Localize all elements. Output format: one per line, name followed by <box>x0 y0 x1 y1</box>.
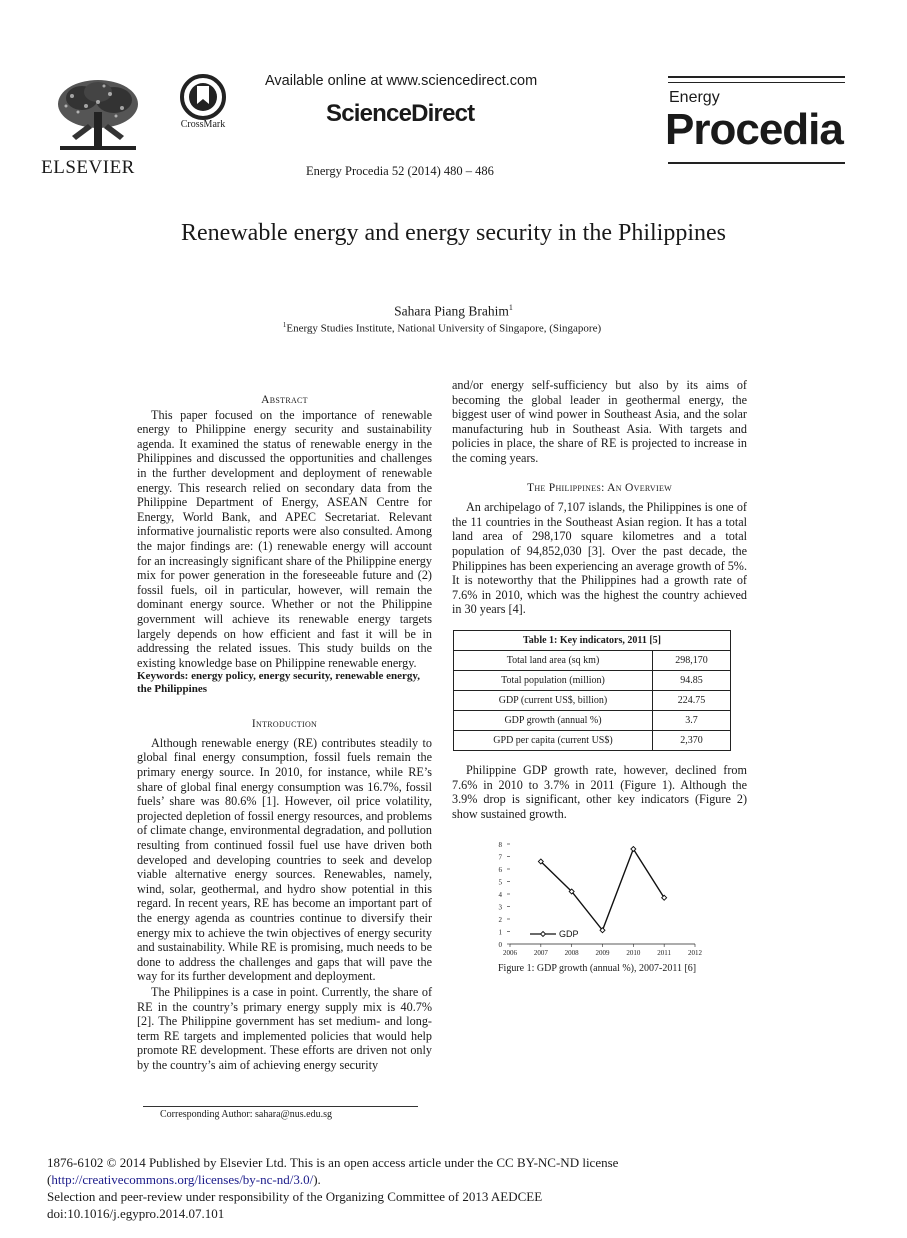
footer-license-line: 1876-6102 © 2014 Published by Elsevier Ltd. This is an open access article under the CC BY-NC-ND license <box>47 1155 619 1170</box>
footnote-rule <box>143 1106 418 1107</box>
overview-paragraph-2: Philippine GDP growth rate, however, declined from 7.6% in 2010 to 3.7% in 2011 (Figure 1). Although the 3.9% drop is significant, other key indicators (Figure 2) show sustained growth. <box>452 763 747 821</box>
y-tick-label: 1 <box>498 928 502 937</box>
abstract-text: This paper focused on the importance of renewable energy to Philippine energy security and sustainability agenda. It examined the status of renewable energy in the Philippines and discussed the opportunities and challenges in the further development and deployment of renewable energy. This research relied on secondary data from the Philippine Department of Energy, ASEAN Centre for Energy, World Bank, and APEC Secretariat. Relevant informative journalistic reports were also consulted. Among the major findings are: (1) renewable energy will account for an increasingly significant share of the Philippine energy mix for power generation in the foreseeable future and (2) fossil fuels, oil in particular, however, will remain the dominant energy source. Whether or not the Philippine government will achieve its renewable energy targets largely depends on how efficient and fast it will be in addressing the related issues. This study builds on the existing knowledge base on Philippine renewable energy. <box>137 407 432 670</box>
introduction-paragraph-2-continued: and/or energy self-sufficiency but also by its aims of becoming the global leader in geothermal energy, the biggest user of wind power in Southeast Asia, and the solar manufacturing hub in Southeast Asia. With targets and policies in place, the share of RE is projected to increase in the coming years. <box>452 378 747 465</box>
figure-1-caption: Figure 1: GDP growth (annual %), 2007-2011 [6] <box>498 963 697 974</box>
gdp-growth-chart <box>490 836 710 962</box>
footer-paren-close: ). <box>313 1172 321 1187</box>
journal-logo-rule-top-thin <box>668 82 845 83</box>
journal-logo-rule-top <box>668 76 845 78</box>
table-row <box>454 671 731 691</box>
license-link[interactable]: http://creativecommons.org/licenses/by-nc-nd/3.0/ <box>51 1172 314 1187</box>
journal-name-big: Procedia <box>665 105 843 154</box>
y-tick-label: 3 <box>498 903 502 912</box>
right-column-bottom <box>452 763 747 821</box>
author-affiliation <box>0 321 884 335</box>
y-tick-label: 0 <box>498 941 502 949</box>
table-cell-value: 94.85 <box>653 671 731 691</box>
affiliation-text: Energy Studies Institute, National University of Singapore, (Singapore) <box>286 322 602 335</box>
table-row <box>454 731 731 751</box>
elsevier-tree-logo <box>52 76 144 156</box>
table-row <box>454 711 731 731</box>
introduction-heading: Introduction <box>251 718 318 731</box>
introduction-paragraph-1: Although renewable energy (RE) contributes steadily to global final energy consumption, fossil fuels remain the primary energy source. In 2010, for instance, while RE’s share of global final energy consumption was 16.7%, fossil fuels’ share was 80.6% [1]. However, oil price volatility, projected depletion of fossil energy resources, and problems of climate change, environmental degradation, and pollution resulting from continued fossil fuel use have driven both developed and developing countries to seek and develop viable alternative energy sources. Renewables, namely, wind, solar, geothermal, and hydro show potential in this regard. In recent years, RE has become an important part of the energy agenda as countries continue to diversify their energy mix to achieve the twin objectives of energy security and sustainability. While RE is promising, much needs to be done to address the challenges and gaps that will pave the way for its further development and deployment. <box>137 735 432 984</box>
sciencedirect-logo[interactable]: ScienceDirect <box>326 100 475 127</box>
right-column-top <box>452 378 747 617</box>
table-caption-row <box>454 631 731 651</box>
footer-license-url-line <box>47 1171 618 1188</box>
x-tick-label: 2008 <box>564 949 579 957</box>
table-cell-label: GDP growth (annual %) <box>454 711 653 731</box>
key-indicators-table <box>453 630 731 751</box>
x-tick-label: 2009 <box>595 949 610 957</box>
table-cell-value: 2,370 <box>653 731 731 751</box>
x-tick-label: 2011 <box>657 949 672 957</box>
paper-title: Renewable energy and energy security in the Philippines <box>181 220 726 246</box>
journal-name-small: Energy <box>669 89 720 106</box>
table-cell-value: 224.75 <box>653 691 731 711</box>
y-tick-label: 5 <box>498 878 502 887</box>
table-cell-label: Total land area (sq km) <box>454 651 653 671</box>
y-tick-label: 2 <box>498 916 502 924</box>
table-cell-value: 298,170 <box>653 651 731 671</box>
footer-doi: doi:10.1016/j.egypro.2014.07.101 <box>47 1206 225 1221</box>
journal-reference: Energy Procedia 52 (2014) 480 – 486 <box>306 164 494 178</box>
table-row <box>454 651 731 671</box>
x-tick-label: 2007 <box>533 949 548 957</box>
y-tick-label: 7 <box>498 853 502 862</box>
overview-heading: The Philippines: An Overview <box>527 481 672 494</box>
y-tick-label: 6 <box>498 866 502 874</box>
y-tick-label: 4 <box>498 891 502 899</box>
affiliation-superscript: 1 <box>282 321 287 329</box>
crossmark-label: CrossMark <box>180 119 226 130</box>
author-superscript: 1 <box>508 303 513 312</box>
x-tick-label: 2012 <box>688 949 702 957</box>
corresponding-author-footnote: Corresponding Author: sahara@nus.edu.sg <box>160 1109 332 1120</box>
left-column <box>137 393 432 1073</box>
y-tick-label: 8 <box>498 841 502 849</box>
legend-label: GDP <box>559 929 579 939</box>
introduction-paragraph-2: The Philippines is a case in point. Currently, the share of RE in the country’s primary energy supply mix is 40.7% [2]. The Philippine government has set medium- and long-term RE targets and implemented policies that would help promote RE development. These efforts are driven not only by the country’s aim of achieving energy security <box>137 984 432 1072</box>
table-caption: Table 1: Key indicators, 2011 [5] <box>454 631 731 651</box>
overview-paragraph-1: An archipelago of 7,107 islands, the Philippines is one of the 11 countries in the Southeast Asian region. It has a total land area of 298,170 square kilometres and a total population of 94,852,030 [3]. Over the past decade, the Philippines has been experiencing an average growth of 5%. It is noteworthy that the Philippines had a growth rate of 7.6% in 2010, which was the highest the country achieved in 30 years [4]. <box>452 500 747 617</box>
table-cell-label: GDP (current US$, billion) <box>454 691 653 711</box>
x-tick-label: 2010 <box>626 949 641 957</box>
gdp-series-line <box>541 849 664 930</box>
author-name-text: Sahara Piang Brahim <box>394 303 509 319</box>
keywords: Keywords: energy policy, energy security, renewable energy, the Philippines <box>137 670 420 696</box>
elsevier-wordmark: ELSEVIER <box>41 157 135 178</box>
journal-logo-rule-bottom <box>668 162 845 164</box>
abstract-heading: Abstract <box>261 394 308 406</box>
table-row <box>454 691 731 711</box>
x-tick-label: 2006 <box>503 949 517 957</box>
legend-marker <box>541 932 546 937</box>
footer-peer-review-line: Selection and peer-review under responsibility of the Organizing Committee of 2013 AEDCEE <box>47 1189 543 1204</box>
table-cell-value: 3.7 <box>653 711 731 731</box>
table-cell-label: Total population (million) <box>454 671 653 691</box>
author-name <box>0 303 907 320</box>
table-cell-label: GPD per capita (current US$) <box>454 731 653 751</box>
available-online-text: Available online at www.sciencedirect.com <box>265 73 538 89</box>
footer-paren-open: ( <box>47 1172 52 1187</box>
crossmark-icon[interactable] <box>180 74 226 120</box>
page-footer <box>47 1154 618 1222</box>
